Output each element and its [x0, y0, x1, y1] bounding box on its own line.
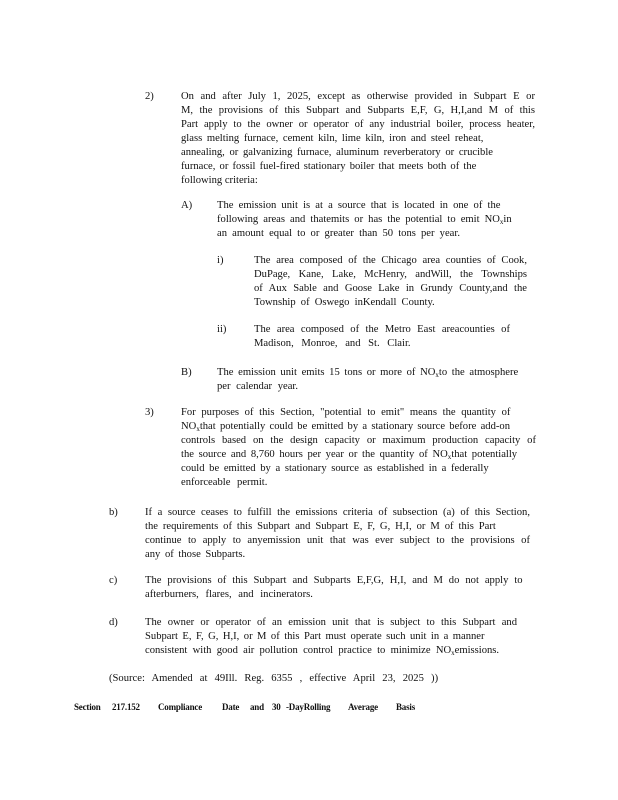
paragraph-2Ai — [254, 254, 527, 310]
text-line: Subpart E, F, G, H,I, or M of this Part must operate such unit in a manner — [145, 631, 485, 642]
text-line: The emission unit is at a source that is located in one of the — [217, 200, 501, 211]
subscript: x — [435, 371, 439, 379]
section-word: Section — [74, 702, 101, 712]
text-line — [181, 448, 536, 462]
paragraph-c — [145, 574, 525, 602]
text-segment: consistent with good air pollution control practice to minimize NO — [145, 645, 452, 656]
text-line: M, the provisions of this Subpart and Subparts E,F, G, H,I,and M of this — [181, 105, 535, 116]
text-segment: the source and 8,760 hours per year or the quantity of NO — [181, 449, 448, 460]
item-label-2Ai: i) — [217, 255, 224, 266]
text-line: an amount equal to or greater than 50 tons per year. — [217, 228, 460, 239]
text-line — [217, 366, 527, 380]
text-line: annealing, or galvanizing furnace, aluminum reverberatory or crucible — [181, 147, 493, 158]
heading-word: Average — [348, 702, 378, 712]
text-line: glass melting furnace, cement kiln, lime kiln, iron and steel reheat, — [181, 133, 484, 144]
text-segment: emissions. — [454, 645, 500, 656]
item-label-b: b) — [109, 507, 118, 518]
paragraph-2Aii — [254, 323, 510, 351]
paragraph-2 — [181, 90, 535, 188]
text-line: The area composed of the Chicago area counties of Cook, — [254, 255, 527, 266]
text-line: The area composed of the Metro East areacounties of — [254, 324, 510, 335]
paragraph-2B — [217, 366, 527, 394]
text-line: The owner or operator of an emission unit that is subject to this Subpart and — [145, 617, 517, 628]
item-label-2: 2) — [145, 91, 154, 102]
text-segment: following areas and thatemits or has the potential to emit NO — [217, 214, 500, 225]
text-line: The provisions of this Subpart and Subparts E,F,G, H,I, and M do not apply to — [145, 575, 523, 586]
text-line: following criteria: — [181, 175, 258, 186]
heading-word: -DayRolling — [286, 702, 331, 712]
text-line: On and after July 1, 2025, except as otherwise provided in Subpart E or — [181, 91, 535, 102]
heading-word: 30 — [272, 702, 281, 712]
text-segment: in — [503, 214, 512, 225]
text-line: If a source ceases to fulfill the emissions criteria of subsection (a) of this Section, — [145, 507, 530, 518]
text-line: continue to apply to anyemission unit that was ever subject to the provisions of — [145, 535, 530, 546]
text-line: Part apply to the owner or operator of any industrial boiler, process heater, — [181, 119, 535, 130]
item-label-2B: B) — [181, 367, 192, 378]
text-line: For purposes of this Section, "potential to emit" means the quantity of — [181, 407, 511, 418]
text-line: Township of Oswego inKendall County. — [254, 297, 435, 308]
source-note: (Source: Amended at 49Ill. Reg. 6355 , effective April 23, 2025 )) — [109, 673, 439, 684]
paragraph-3 — [181, 406, 536, 490]
subscript: x — [196, 425, 200, 433]
text-segment: that potentially — [451, 449, 518, 460]
item-label-3: 3) — [145, 407, 154, 418]
text-segment: that potentially could be emitted by a stationary source before add-on — [199, 421, 510, 432]
section-heading — [74, 700, 434, 714]
item-label-c: c) — [109, 575, 118, 586]
subscript: x — [447, 453, 452, 461]
paragraph-2A — [217, 199, 533, 241]
heading-word: and — [250, 702, 264, 712]
text-line — [145, 644, 517, 658]
subscript: x — [451, 649, 455, 657]
text-line: the requirements of this Subpart and Subpart E, F, G, H,I, or M of this Part — [145, 521, 496, 532]
text-line: any of those Subparts. — [145, 549, 246, 560]
text-line — [217, 213, 533, 227]
text-line: furnace, or fossil fuel-fired stationary boiler that meets both of the — [181, 161, 477, 172]
text-line: of Aux Sable and Goose Lake in Grundy County,and the — [254, 283, 527, 294]
item-label-d: d) — [109, 617, 118, 628]
text-segment: to the atmosphere — [438, 367, 519, 378]
text-line: controls based on the design capacity or maximum production capacity of — [181, 435, 536, 446]
paragraph-b — [145, 506, 530, 562]
text-segment: NO — [181, 421, 197, 432]
heading-word: Basis — [396, 702, 416, 712]
text-line — [181, 420, 536, 434]
heading-word: Compliance — [158, 702, 202, 712]
item-label-2Aii: ii) — [217, 324, 227, 335]
text-line: afterburners, flares, and incinerators. — [145, 589, 313, 600]
subscript: x — [499, 218, 504, 226]
text-line: enforceable permit. — [181, 477, 268, 488]
text-line: per calendar year. — [217, 381, 298, 392]
text-line: DuPage, Kane, Lake, McHenry, andWill, the Townships — [254, 269, 527, 280]
text-line: could be emitted by a stationary source as established in a federally — [181, 463, 489, 474]
text-line: Madison, Monroe, and St. Clair. — [254, 338, 411, 349]
item-label-2A: A) — [181, 200, 193, 211]
heading-word: Date — [222, 702, 240, 712]
text-segment: The emission unit emits 15 tons or more of NO — [217, 367, 436, 378]
paragraph-d — [145, 616, 517, 658]
section-number: 217.152 — [112, 702, 140, 712]
